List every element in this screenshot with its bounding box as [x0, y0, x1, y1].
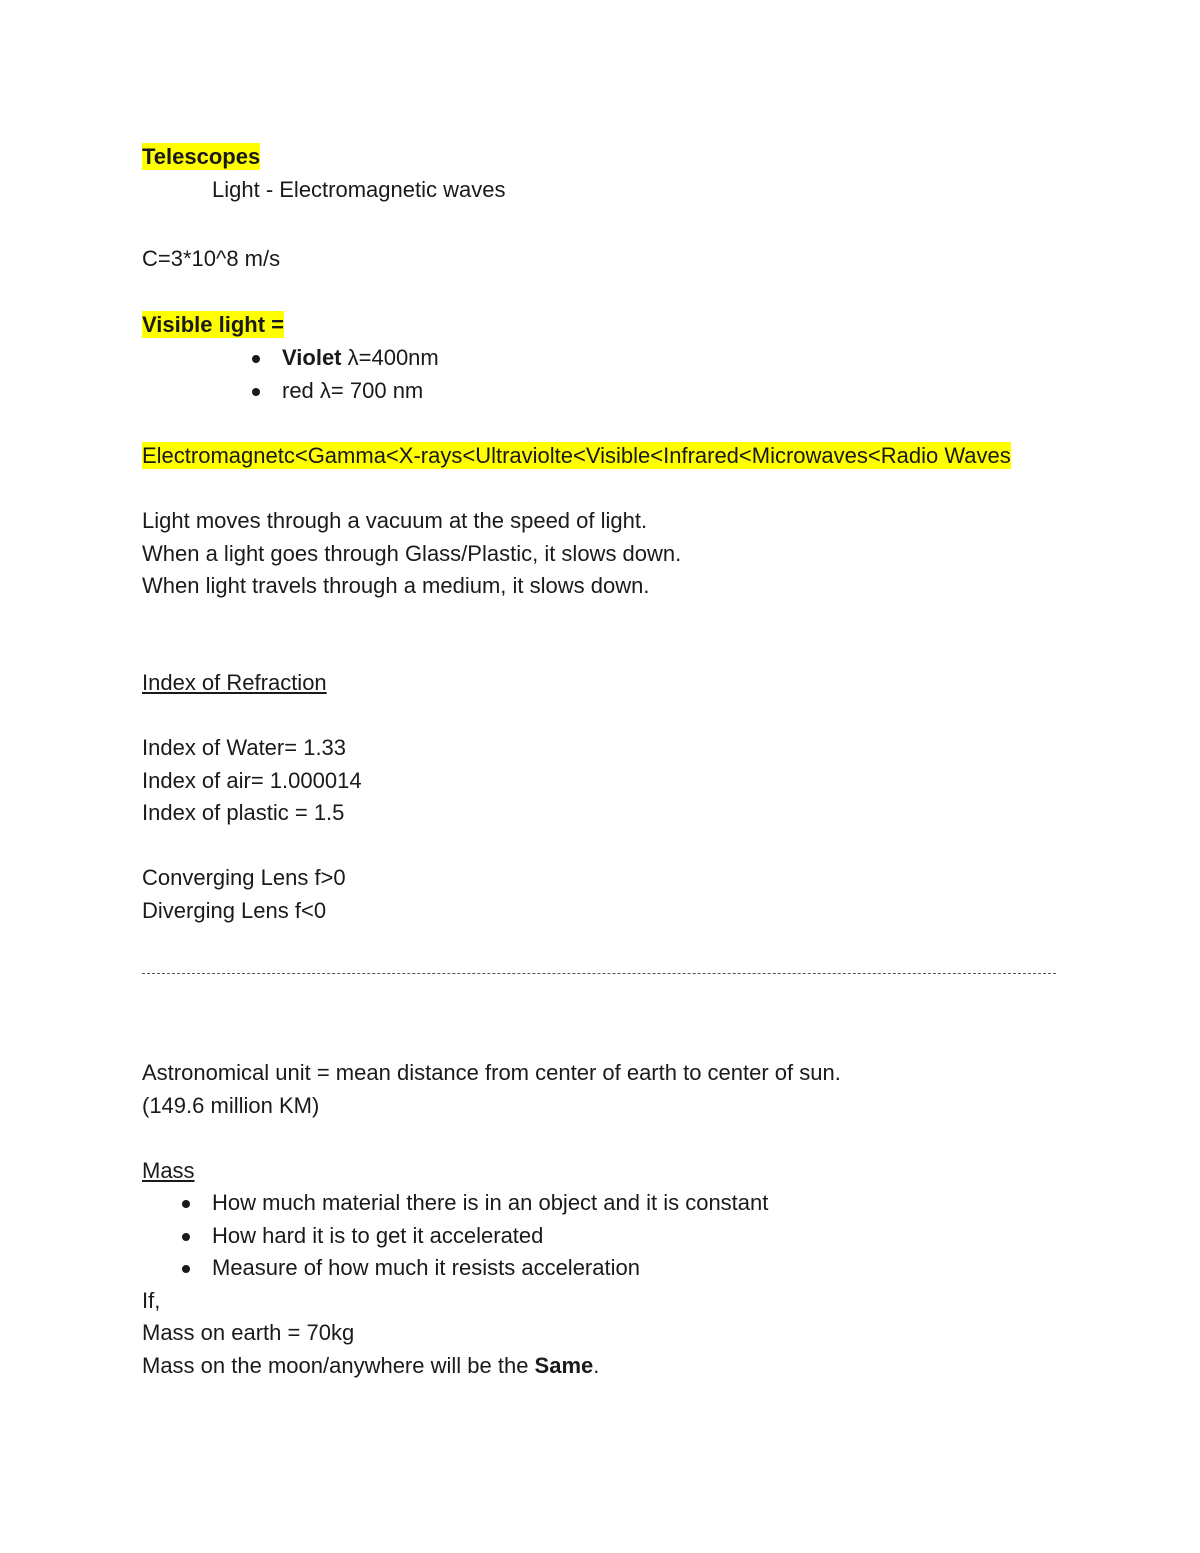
mass-item-text: Measure of how much it resists acceleration — [212, 1255, 640, 1280]
doc-title — [142, 142, 260, 172]
mass-item-1 — [212, 1188, 768, 1218]
violet-value: λ=400nm — [341, 345, 439, 370]
visible-light-heading — [142, 310, 284, 340]
au-value: (149.6 million KM) — [142, 1093, 320, 1118]
mass-moon-suffix: . — [593, 1353, 600, 1378]
bullet-dot-icon — [252, 388, 260, 396]
spectrum-text: Electromagnetc<Gamma<X-rays<Ultraviolte<Visible<Infrared<Microwaves<Radio Waves — [142, 443, 1011, 468]
visible-light-heading-text: Visible light = — [142, 312, 285, 337]
bullet-dot-icon — [182, 1265, 190, 1273]
mass-moon-prefix: Mass on the moon/anywhere will be the — [142, 1353, 535, 1378]
mass-moon-line — [142, 1351, 599, 1381]
index-air: Index of air= 1.000014 — [142, 768, 362, 793]
if-line: If, — [142, 1288, 161, 1313]
mass-earth-line: Mass on earth = 70kg — [142, 1320, 355, 1345]
title-text: Telescopes — [142, 144, 261, 169]
au-definition: Astronomical unit = mean distance from center of earth to center of sun. — [142, 1060, 841, 1085]
visible-item-red — [282, 376, 423, 406]
refraction-heading: Index of Refraction — [142, 670, 327, 695]
speed-of-light-line: C=3*10^8 m/s — [142, 246, 281, 271]
mass-item-2 — [212, 1221, 543, 1251]
bullet-dot-icon — [252, 355, 260, 363]
diverging-lens: Diverging Lens f<0 — [142, 898, 327, 923]
converging-lens: Converging Lens f>0 — [142, 865, 346, 890]
index-water: Index of Water= 1.33 — [142, 735, 347, 760]
light-line-1: Light moves through a vacuum at the speed of light. — [142, 508, 648, 533]
light-line-2: When a light goes through Glass/Plastic, it slows down. — [142, 541, 682, 566]
mass-item-text: How hard it is to get it accelerated — [212, 1223, 544, 1248]
mass-heading: Mass — [142, 1158, 195, 1183]
mass-item-text: How much material there is in an object and it is constant — [212, 1190, 769, 1215]
light-line-3: When light travels through a medium, it slows down. — [142, 573, 650, 598]
visible-item-violet — [282, 343, 439, 373]
spectrum-line — [142, 441, 1011, 471]
section-divider — [142, 973, 1056, 974]
bullet-dot-icon — [182, 1233, 190, 1241]
doc-subtitle: Light - Electromagnetic waves — [212, 177, 506, 202]
red-value: red λ= 700 nm — [282, 378, 424, 403]
mass-item-3 — [212, 1253, 640, 1283]
violet-label: Violet — [282, 345, 342, 370]
index-plastic: Index of plastic = 1.5 — [142, 800, 345, 825]
mass-moon-bold: Same — [534, 1353, 594, 1378]
bullet-dot-icon — [182, 1200, 190, 1208]
